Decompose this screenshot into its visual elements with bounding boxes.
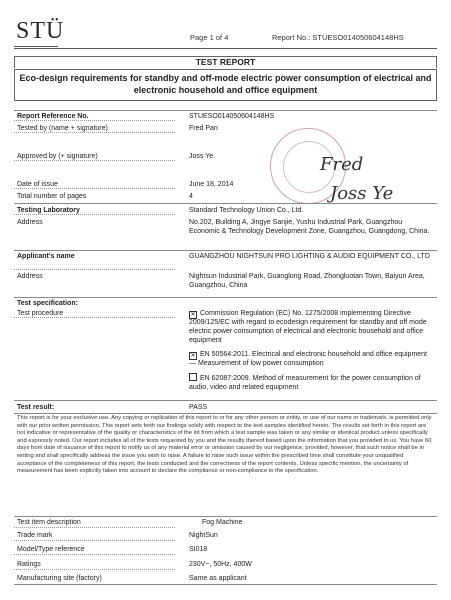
spec-item-label: Commission Regulation (EC) No. 1275/2008 implementing Directive 2009/125/EC with regard to ecodesign requirement for standby and off mode electric power consumption of electrical and electronic household and office equipment [189, 310, 427, 344]
report-heading: TEST REPORT [14, 56, 437, 68]
logo-underline [14, 46, 58, 47]
divider [14, 250, 437, 251]
field-label: Address [17, 219, 43, 226]
field-value: 4 [189, 193, 193, 200]
field-value: No.202, Building A, Jingye Sanjie, Yushu Industrial Park, Guangzhou Economic & Technology Development Zone, Guangzhou, Guangdong, China. [189, 219, 430, 235]
field-value: GUANGZHOU NIGHTSUN PRO LIGHTING & AUDIO EQUIPMENT CO., LTD [189, 253, 430, 260]
field-value: Joss Ye [189, 153, 214, 160]
dotted-separator [14, 160, 175, 161]
dotted-separator [14, 317, 175, 318]
field-label: Testing Laboratory [17, 207, 80, 214]
signature-tester: Fred [320, 154, 364, 175]
spec-item-text [189, 372, 433, 392]
field-value: Nightsun Industrial Park, Guanglong Road, Zhongluotan Town, Baiyun Area, Guangzhou, China [189, 273, 425, 289]
checkbox-unchecked-icon[interactable] [189, 373, 197, 381]
field-label: Address [17, 273, 43, 280]
dotted-separator [14, 569, 175, 570]
field-label: Date of issue [17, 181, 58, 188]
field-value: STUESO014050604148HS [189, 113, 275, 120]
checkbox-checked-icon[interactable]: ✕ [190, 312, 196, 318]
field-value: Standard Technology Union Co., Ltd. [189, 207, 304, 214]
field-value: Fred Pan [189, 125, 218, 132]
page-number: Page 1 of 4 [190, 33, 229, 42]
field-label: Total number of pages [17, 193, 87, 200]
divider [14, 203, 437, 204]
field-label: Model/Type reference [17, 546, 85, 553]
field-value: 230V~, 50Hz, 400W [189, 561, 252, 568]
report-number: Report No.: STUESO014050604148HS [272, 33, 404, 42]
dotted-separator [14, 120, 175, 121]
field-value: SI018 [189, 546, 208, 553]
field-label: Ratings [17, 561, 41, 568]
dotted-separator [14, 269, 175, 270]
field-label: Tested by (name + signature) [17, 125, 108, 132]
field-label: Test result: [17, 404, 55, 411]
header-divider [14, 48, 437, 49]
checkbox-checked-icon[interactable]: ✕ [190, 353, 196, 359]
dotted-separator [14, 214, 175, 215]
field-value: NightSun [189, 532, 218, 539]
field-label: Test item description [17, 519, 81, 526]
spec-item-text [189, 309, 433, 345]
field-label: Trade mark [17, 532, 53, 539]
dotted-separator [14, 527, 175, 528]
field-value: PASS [189, 404, 208, 411]
divider [14, 110, 437, 111]
signature-approver: Joss Ye [330, 183, 394, 204]
divider [14, 584, 437, 585]
divider [14, 400, 437, 401]
field-label: Applicant's name [17, 253, 75, 260]
field-value: Same as applicant [189, 575, 247, 582]
field-label: Manufacturing site (factory) [17, 575, 102, 582]
spec-item-label: EN 50564:2011. Electrical and electronic household and office equipment — Measurement of low power consumption [189, 351, 428, 367]
field-label: Approved by (+ signature) [17, 153, 98, 160]
dotted-separator [14, 554, 175, 555]
dotted-separator [14, 132, 175, 133]
section-label: Test specification: [17, 300, 78, 307]
field-label: Report Reference No. [17, 113, 89, 120]
divider [14, 516, 437, 517]
report-subtitle: Eco-design requirements for standby and off-mode electric power consumption of electrical and electronic household and office equipment [14, 69, 437, 101]
dotted-separator [14, 540, 175, 541]
field-value: Fog Machine [202, 519, 243, 526]
spec-item-label: EN 62087:2009. Method of measurement for the power consumption of audio, video and related equipment [189, 375, 421, 391]
field-label: Test procedure [17, 310, 64, 317]
divider [14, 297, 437, 298]
logo-text: STÜ [16, 18, 65, 44]
company-logo [14, 18, 65, 48]
field-value: June 18, 2014 [189, 181, 234, 188]
spec-item-text [189, 350, 433, 368]
dotted-separator [14, 188, 175, 189]
disclaimer-text: This report is for your exclusive use. Any copying or replication of this report to or for any other person or entity, or use of our name or trademark, is permitted only with our prior written permission. This report sets forth our findings solely with respect to the test samples identified herein. The results set forth in this report are not indicative or representative of the quality or characteristics of the lot from which a test sample was taken or any similar or identical product unless specifically and expressly noted. Our report includes all of the tests requested by you and the results thereof based upon the information that you provided to us. You have 60 days from date of issuance of this report to notify us of any material error or omission caused by our negligence, provided, however, that such notice shall be in writing and shall specifically address the issue you wish to raise. A failure to raise such issue within the prescribed time shall constitute your unqualified acceptance of the completeness of this report, the tests conducted and the correctness of the report contents. Unless specific mention, the uncertainty of measurement has been explicitly taken into account to declare the compliance or non-compliance to the specification. [17, 415, 432, 475]
